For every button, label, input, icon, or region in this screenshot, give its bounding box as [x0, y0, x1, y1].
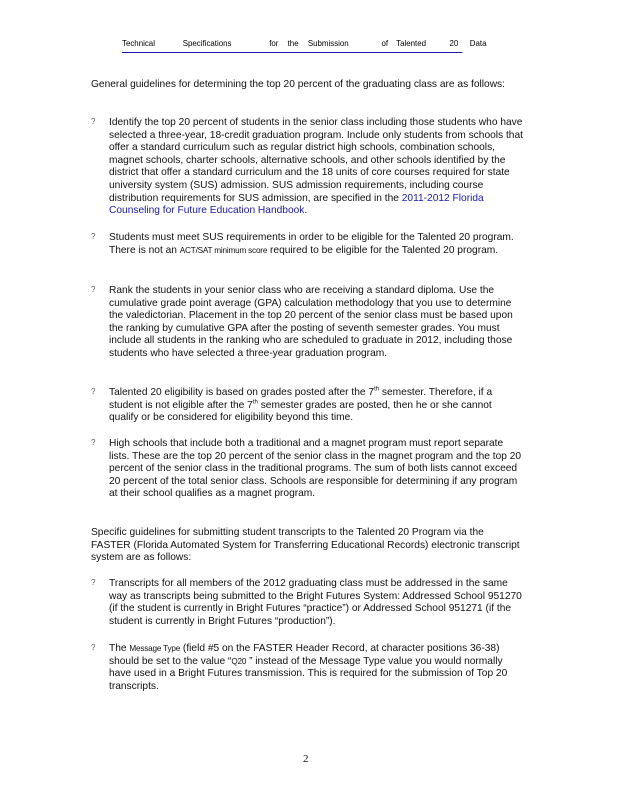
- header-word: Talented: [396, 38, 427, 48]
- header-word: 20: [449, 38, 459, 48]
- intro-paragraph: General guidelines for determining the top 20 percent of the graduating class are as follows:: [91, 79, 505, 90]
- page-number: 2: [303, 753, 309, 765]
- handbook-link[interactable]: 2011-2012 Florida Counseling for Future Education Handbook: [109, 192, 484, 217]
- guideline-text: Identify the top 20 percent of students in the senior class including those students who have selected a three-year, 18-credit graduation program. Include only students from schools that offer a standard curriculum such as regular district high schools, combination schools, magnet schools, charter schools, alternative schools, and other schools identified by the district that offer a standard curriculum and the 18 units of core courses required for state university system (SUS) admission. SUS admission requirements, including course distribution requirements for SUS admission, are specified in the 2011-2012 Florida Counseling for Future Education Handbook.: [109, 117, 523, 217]
- bullet-marker: ?: [91, 285, 96, 294]
- bullet-marker: ?: [91, 232, 96, 241]
- header-word: Technical: [122, 38, 155, 48]
- guideline-text: Transcripts for all members of the 2012 graduating class must be addressed in the same way as transcripts being submitted to the Bright Futures System: Addressed School 951270 (if the student is currently in Bright Futures “practice”) or Addressed School 951271 (if the student is currently in Bright Futures “production”).: [109, 578, 522, 627]
- bullet-marker: ?: [91, 387, 96, 396]
- header-word: Data: [469, 38, 487, 48]
- running-header: [122, 38, 487, 53]
- header-word: for: [269, 38, 279, 48]
- guideline-text: The Message Type (field #5 on the FASTER Header Record, at character positions 36-38) should be set to the value “Q20 ” instead of the Message Type value you would normally have used in a Bright Futures transmission. This is required for the submission of Top 20 transcripts.: [109, 643, 508, 692]
- bullet-marker: ?: [91, 643, 96, 652]
- header-word: Submission: [307, 38, 349, 48]
- header-word: the: [287, 38, 299, 48]
- header-word: Specifications: [182, 38, 232, 48]
- specific-intro-paragraph: Specific guidelines for submitting student transcripts to the Talented 20 Program via the FASTER (Florida Automated System for Transferring Educational Records) electronic transcript system are as follows:: [91, 527, 520, 564]
- bullet-marker: ?: [91, 578, 96, 587]
- header-word: of: [381, 38, 389, 48]
- bullet-marker: ?: [91, 438, 96, 447]
- guideline-text: Rank the students in your senior class who are receiving a standard diploma. Use the cumulative grade point average (GPA) calculation methodology that you use to determine the valedictorian. Placement in the top 20 percent of the senior class must be based upon the ranking by cumulative GPA after the posting of seventh semester grades. You must include all students in the ranking who are scheduled to graduate in 2012, including those students who have selected a three-year graduation program.: [109, 285, 513, 359]
- guideline-text: High schools that include both a traditional and a magnet program must report separate lists. These are the top 20 percent of the senior class in the magnet program and the top 20 percent of the senior class in the traditional programs. The sum of both lists cannot exceed 20 percent of the total senior class. Schools are responsible for determining if any program at their school qualifies as a magnet program.: [109, 438, 522, 500]
- guideline-text: Talented 20 eligibility is based on grades posted after the 7th semester. Therefore, if a student is not eligible after the 7th semester grades are posted, then he or she cannot qualify or be considered for eligibility beyond this time.: [109, 386, 493, 424]
- guideline-text: Students must meet SUS requirements in order to be eligible for the Talented 20 program. There is not an ACT/SAT minimum score required to be eligible for the Talented 20 program.: [109, 232, 514, 256]
- bullet-marker: ?: [91, 117, 96, 126]
